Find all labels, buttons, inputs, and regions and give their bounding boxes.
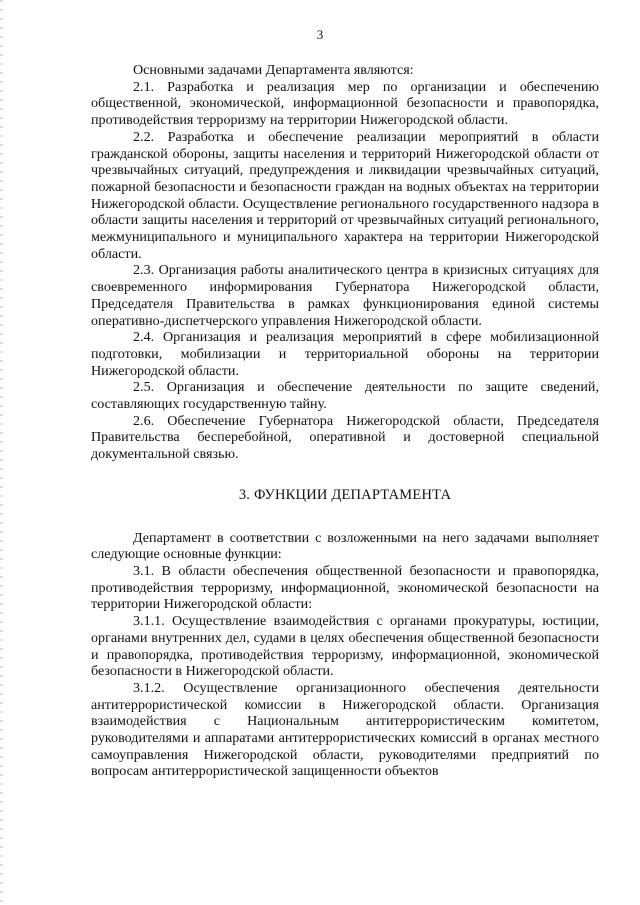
function-paragraph: 3.1.1. Осуществление взаимодействия с органами прокуратуры, юстиции, органами внутренних дел, судами в целях обеспечения общественной безопасности и правопорядка, противодействия терроризму, информационной, экономической безопасности в Нижегородской области.	[91, 613, 599, 680]
document-body	[91, 62, 599, 780]
functions-intro: Департамент в соответствии с возложенными на него задачами выполняет следующие основные функции:	[91, 529, 599, 563]
section-heading: 3. ФУНКЦИИ ДЕПАРТАМЕНТА	[238, 486, 452, 503]
task-paragraph: 2.4. Организация и реализация мероприятий в сфере мобилизационной подготовки, мобилизации и территориальной обороны на территории Нижегородской области.	[91, 329, 599, 379]
task-paragraph: 2.3. Организация работы аналитического центра в кризисных ситуациях для своевременного информирования Губернатора Нижегородской области, Председателя Правительства в рамках функционирования единой системы оперативно-диспетчерского управления Нижегородской области.	[91, 262, 599, 329]
page-number: 3	[316, 27, 324, 42]
scan-edge-marks	[0, 0, 3, 905]
tasks-intro: Основными задачами Департамента являются:	[133, 62, 414, 78]
task-paragraph: 2.5. Организация и обеспечение деятельности по защите сведений, составляющих государственную тайну.	[91, 379, 599, 413]
task-paragraph: 2.6. Обеспечение Губернатора Нижегородской области, Председателя Правительства бесперебойной, оперативной и достоверной специальной документальной связью.	[91, 412, 599, 463]
task-paragraph: 2.2. Разработка и обеспечение реализации мероприятий в области гражданской обороны, защиты населения и территорий Нижегородской области от чрезвычайных ситуаций, предупреждения и ликвидации чрезвычайных ситуаций, пожарной безопасности и безопасности граждан на водных объектах на территории Нижегородской области. Осуществление регионального государственного надзора в области защиты населения и территорий от чрезвычайных ситуаций регионального, межмуниципального и муниципального характера на территории Нижегородской области.	[91, 128, 599, 262]
function-paragraph: 3.1. В области обеспечения общественной безопасности и правопорядка, противодействия терроризму, информационной, экономической безопасности на территории Нижегородской области:	[91, 562, 599, 613]
task-paragraph: 2.1. Разработка и реализация мер по организации и обеспечению общественной, экономической, информационной безопасности и правопорядка, противодействия терроризму на территории Нижегородской области.	[91, 78, 599, 129]
function-paragraph: 3.1.2. Осуществление организационного обеспечения деятельности антитеррористической комиссии в Нижегородской области. Организация взаимодействия с Национальным антитеррористическим комитетом, руководителями и аппаратами антитеррористических комиссий в органах местного самоуправления Нижегородской области, руководителями предприятий по вопросам антитеррористической защищенности объектов	[91, 679, 599, 780]
